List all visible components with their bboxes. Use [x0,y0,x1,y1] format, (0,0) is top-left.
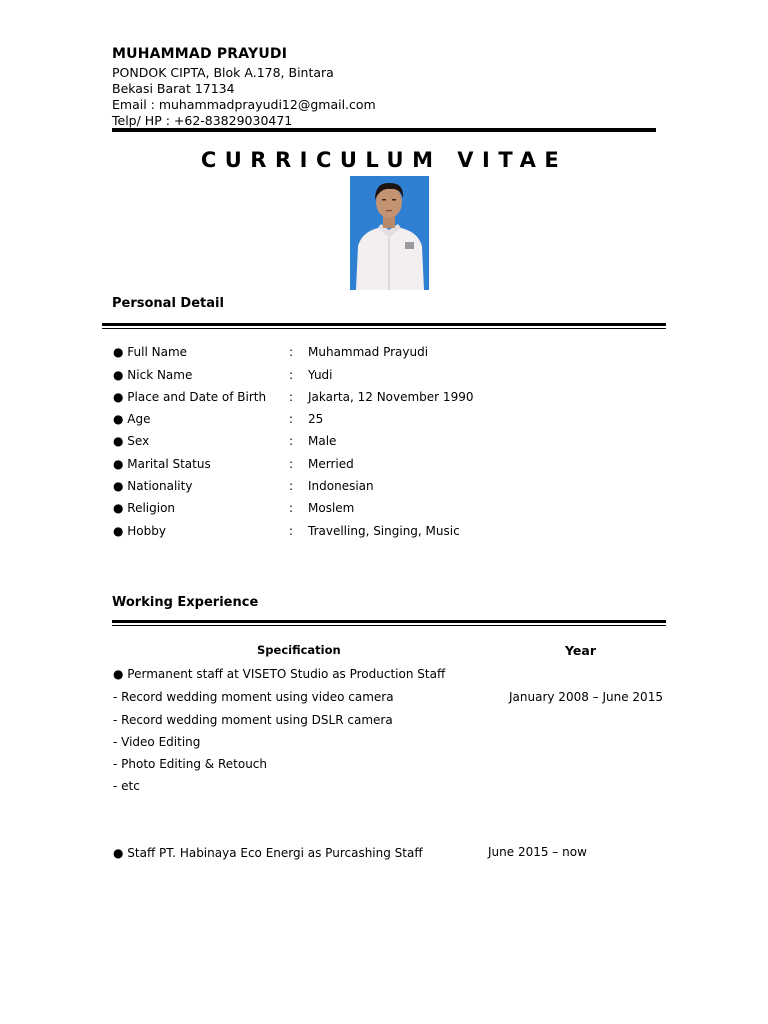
column-header-year: Year [565,643,596,658]
job-year: January 2008 – June 2015 [509,690,663,704]
applicant-name: MUHAMMAD PRAYUDI [112,46,288,62]
working-experience-rule [112,620,666,626]
field-label: ● Religion [113,501,176,515]
address-line-1: PONDOK CIPTA, Blok A.178, Bintara [112,65,334,80]
field-value: Muhammad Prayudi [308,345,429,359]
field-value: Indonesian [308,479,374,493]
field-separator: : [289,434,294,448]
field-separator: : [289,524,294,538]
field-value: Jakarta, 12 November 1990 [308,390,474,404]
field-value: Moslem [308,501,355,515]
field-label: ● Marital Status [113,457,211,471]
field-value: Yudi [308,368,333,382]
cv-title: CURRICULUM VITAE [200,148,568,172]
field-separator: : [289,501,294,515]
field-label: ● Place and Date of Birth [113,390,267,404]
profile-photo [350,176,429,290]
field-separator: : [289,412,294,426]
field-label: ● Sex [113,434,150,448]
field-label: ● Hobby [113,524,166,538]
job-task: - etc [113,779,140,793]
job-task: - Photo Editing & Retouch [113,757,268,771]
field-separator: : [289,457,294,471]
field-value: Travelling, Singing, Music [308,524,460,538]
field-label: ● Full Name [113,345,188,359]
field-separator: : [289,368,294,382]
field-value: Merried [308,457,354,471]
field-label: ● Nick Name [113,368,193,382]
header-rule [112,128,656,132]
job-task: - Video Editing [113,735,201,749]
job-task: - Record wedding moment using video camera [113,690,394,704]
column-header-specification: Specification [257,643,341,657]
field-separator: : [289,479,294,493]
personal-detail-rule [102,323,666,329]
personal-detail-heading: Personal Detail [112,296,224,311]
job-title: ● Permanent staff at VISETO Studio as Production Staff [113,667,446,681]
field-separator: : [289,390,294,404]
field-separator: : [289,345,294,359]
job-task: - Record wedding moment using DSLR camera [113,713,393,727]
job-title: ● Staff PT. Habinaya Eco Energi as Purcashing Staff [113,846,423,860]
address-line-2: Bekasi Barat 17134 [112,81,235,96]
working-experience-heading: Working Experience [112,595,259,610]
person-portrait-image [350,176,429,290]
phone-line: Telp/ HP : +62-83829030471 [112,113,293,128]
email-line: Email : muhammadprayudi12@gmail.com [112,97,376,112]
field-label: ● Nationality [113,479,193,493]
field-label: ● Age [113,412,151,426]
field-value: Male [308,434,337,448]
job-year: June 2015 – now [488,845,587,859]
field-value: 25 [308,412,324,426]
